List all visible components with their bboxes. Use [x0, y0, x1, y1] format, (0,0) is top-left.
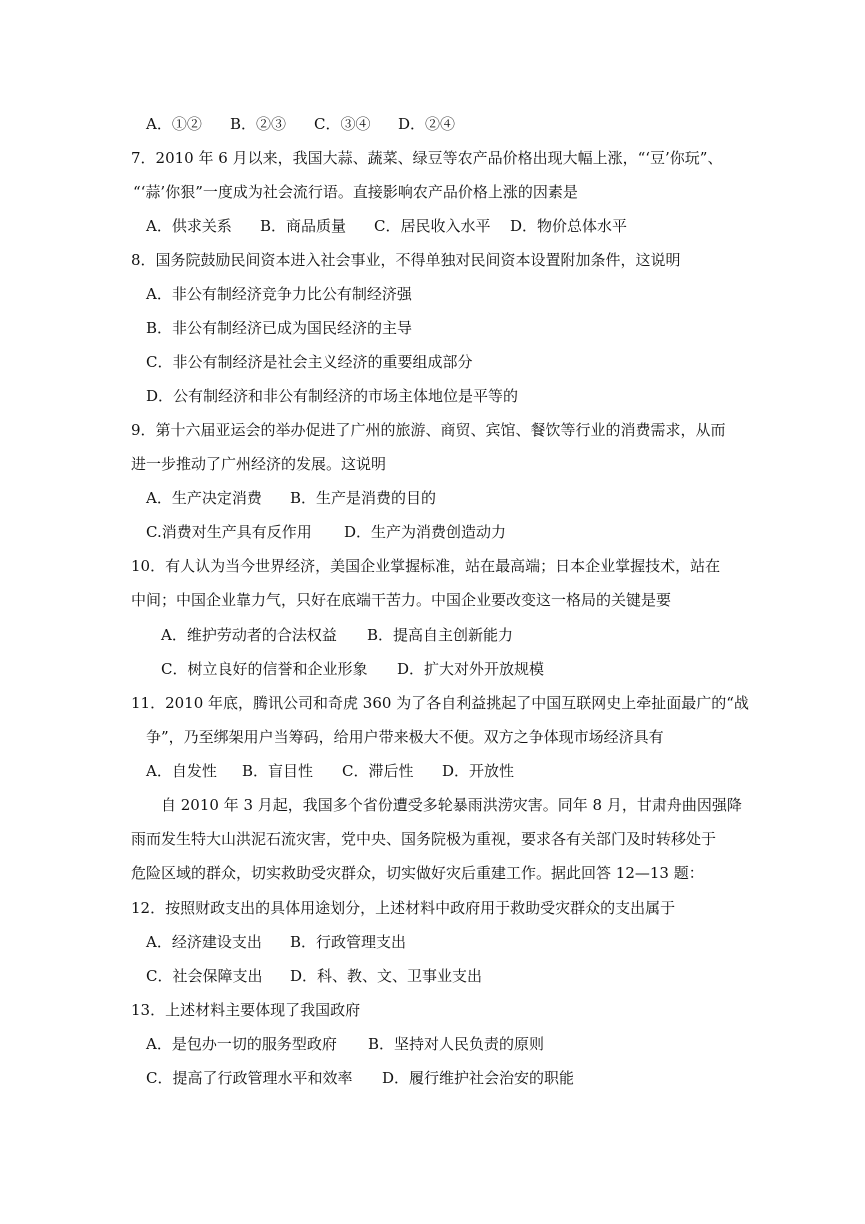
option-d: D．物价总体水平 — [510, 217, 628, 235]
q8-option-d: D．公有制经济和非公有制经济的市场主体地位是平等的 — [146, 387, 519, 405]
question-13-stem: 13．上述材料主要体现了我国政府 — [131, 1001, 361, 1019]
q7-options — [146, 216, 627, 236]
question-8-stem: 8．国务院鼓励民间资本进入社会事业，不得单独对民间资本设置附加条件，这说明 — [131, 251, 681, 269]
q11-options — [146, 761, 514, 781]
option-d: D．科、教、文、卫事业支出 — [290, 967, 483, 985]
question-9-stem-cont: 进一步推动了广州经济的发展。这说明 — [131, 455, 387, 473]
option-c: C．提高了行政管理水平和效率 — [146, 1069, 353, 1087]
option-a: A．是包办一切的服务型政府 — [146, 1035, 337, 1053]
question-12-stem: 12．按照财政支出的具体用途划分，上述材料中政府用于救助受灾群众的支出属于 — [131, 899, 676, 917]
option-a: A．维护劳动者的合法权益 — [161, 626, 337, 644]
material-line-2: 雨而发生特大山洪泥石流灾害，党中央、国务院极为重视，要求各有关部门及时转移处于 — [131, 830, 717, 848]
question-9-stem: 9．第十六届亚运会的举办促进了广州的旅游、商贸、宾馆、餐饮等行业的消费需求，从而 — [131, 421, 726, 439]
option-b: B．行政管理支出 — [290, 933, 407, 951]
option-c: C．树立良好的信誉和企业形象 — [161, 660, 368, 678]
option-d: D．②④ — [398, 115, 456, 133]
option-b: B．坚持对人民负责的原则 — [368, 1035, 545, 1053]
q8-option-b: B．非公有制经济已成为国民经济的主导 — [146, 319, 413, 337]
question-11-stem-cont: 争”，乃至绑架用户当筹码，给用户带来极大不便。双方之争体现市场经济具有 — [146, 728, 664, 746]
q13-options-row1 — [146, 1034, 544, 1054]
option-a: A．生产决定消费 — [146, 489, 262, 507]
q8-option-a: A．非公有制经济竞争力比公有制经济强 — [146, 285, 412, 303]
option-c: C．③④ — [314, 115, 371, 133]
question-7-stem: 7．2010 年 6 月以来，我国大蒜、蔬菜、绿豆等农产品价格出现大幅上涨，“‘豆’你玩”、 — [131, 149, 723, 167]
q13-options-row2 — [146, 1068, 574, 1088]
option-c: C．社会保障支出 — [146, 967, 263, 985]
q9-options-row1 — [146, 488, 436, 508]
q12-options-row2 — [146, 966, 482, 986]
q12-options-row1 — [146, 932, 406, 952]
q10-options-row2 — [161, 659, 544, 679]
option-b: B．生产是消费的目的 — [290, 489, 437, 507]
option-a: A．经济建设支出 — [146, 933, 262, 951]
question-11-stem: 11．2010 年底，腾讯公司和奇虎 360 为了各自利益挑起了中国互联网史上牵扯面最广的“战 — [131, 694, 749, 712]
material-line-3: 危险区域的群众，切实救助受灾群众，切实做好灾后重建工作。据此回答 12—13 题： — [131, 864, 704, 882]
option-d: D．履行维护社会治安的职能 — [382, 1069, 575, 1087]
material-line-1: 自 2010 年 3 月起，我国多个省份遭受多轮暴雨洪涝灾害。同年 8 月，甘肃舟曲因强降 — [161, 796, 742, 814]
option-b: B．提高自主创新能力 — [367, 626, 514, 644]
option-d: D．开放性 — [442, 762, 515, 780]
question-10-stem: 10．有人认为当今世界经济，美国企业掌握标准，站在最高端；日本企业掌握技术，站在 — [131, 557, 721, 575]
option-a: A．①② — [146, 115, 202, 133]
q10-options-row1 — [161, 625, 513, 645]
option-b: B．商品质量 — [260, 217, 347, 235]
q9-options-row2 — [146, 522, 506, 542]
option-c: C.消费对生产具有反作用 — [146, 523, 312, 541]
option-a: A．供求关系 — [146, 217, 232, 235]
option-b: B．盲目性 — [242, 762, 314, 780]
option-c: C．居民收入水平 — [374, 217, 491, 235]
option-c: C．滞后性 — [342, 762, 414, 780]
question-10-stem-cont: 中间；中国企业靠力气，只好在底端干苦力。中国企业要改变这一格局的关键是要 — [131, 591, 672, 609]
question-7-stem-cont: “‘蒜’你狠”一度成为社会流行语。直接影响农产品价格上涨的因素是 — [133, 183, 578, 201]
q6-options — [146, 114, 455, 134]
option-d: D．生产为消费创造动力 — [344, 523, 507, 541]
q8-option-c: C．非公有制经济是社会主义经济的重要组成部分 — [146, 353, 473, 371]
option-d: D．扩大对外开放规模 — [397, 660, 545, 678]
option-a: A．自发性 — [146, 762, 217, 780]
option-b: B．②③ — [230, 115, 287, 133]
